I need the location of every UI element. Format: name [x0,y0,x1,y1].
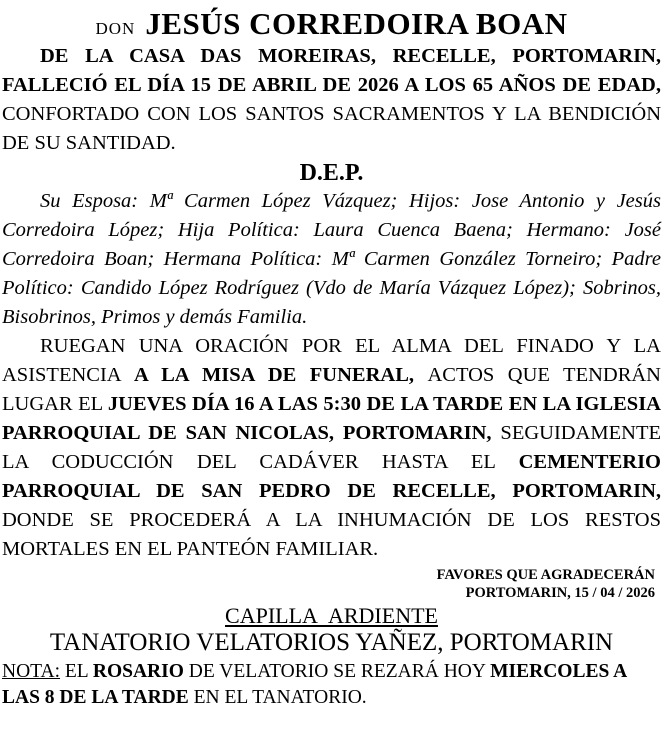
intro-lead: DE LA CASA DAS MOREIRAS, RECELLE, PORTOMARIN, FALLECIÓ EL DÍA 15 DE ABRIL DE 2026 A LOS 65 AÑOS DE EDAD, [2,45,661,96]
chapel-heading [2,604,661,628]
acknowledgement-line2: PORTOMARIN, 15 / 04 / 2026 [465,584,655,601]
dep-heading: D.E.P. [299,160,364,186]
header [2,6,661,42]
venue-line: TANATORIO VELATORIOS YAÑEZ, PORTOMARIN [49,629,614,656]
note-seg3: DE VELATORIO SE REZARÁ HOY [183,661,491,682]
funeral-seg1: RUEGAN UNA ORACIÓN POR EL ALMA DEL FINADO Y LA ASISTENCIA [2,335,661,386]
funeral-seg2: A LA MISA DE FUNERAL, [133,364,428,386]
funeral-paragraph [2,332,661,564]
funeral-seg7: DONDE SE PROCEDERÁ A LA INHUMACIÓN DE LOS RESTOS MORTALES EN EL PANTEÓN FAMILIAR. [2,509,661,560]
acknowledgement [2,567,661,602]
note-seg4: MIERCOLES A LAS 8 DE LA TARDE [2,661,627,708]
funeral-seg3: ACTOS QUE TENDRÁN LUGAR EL [2,364,661,415]
family-paragraph: Su Esposa: Mª Carmen López Vázquez; Hijos: Jose Antonio y Jesús Corredoira López; Hija Política: Laura Cuenca Baena; Hermano: José Corredoira Boan; Hermana Política: Mª Carmen González Torneiro; Padre Político: Candido López Rodríguez (Vdo de María Vázquez López); Sobrinos, Bisobrinos, Primos y demás Familia. [2,190,661,328]
note-seg5: EN EL TANATORIO. [188,686,367,708]
note-label: NOTA: [2,661,61,682]
note-seg1: EL [60,661,93,682]
intro-paragraph [2,42,661,158]
note-seg2: ROSARIO [92,661,184,682]
funeral-seg4: JUEVES DÍA 16 A LAS 5:30 DE LA TARDE EN LA IGLESIA PARROQUIAL DE SAN NICOLAS, PORTOMARIN, [2,393,661,444]
funeral-seg5: SEGUIDAMENTE LA CODUCCIÓN DEL CADÁVER HASTA EL [2,422,661,473]
intro-rest: CONFORTADO CON LOS SANTOS SACRAMENTOS Y LA BENDICIÓN DE SU SANTIDAD. [2,103,661,154]
deceased-name: JESÚS CORREDOIRA BOAN [145,6,568,41]
chapel-heading-text: CAPILLA ARDIENTE [225,603,438,628]
acknowledgement-line1: FAVORES QUE AGRADECERÁN [436,567,655,583]
honorific: DON [95,19,136,38]
funeral-seg6: CEMENTERIO PARROQUIAL DE SAN PEDRO DE RECELLE, PORTOMARIN, [2,451,661,502]
note-paragraph [2,659,661,710]
